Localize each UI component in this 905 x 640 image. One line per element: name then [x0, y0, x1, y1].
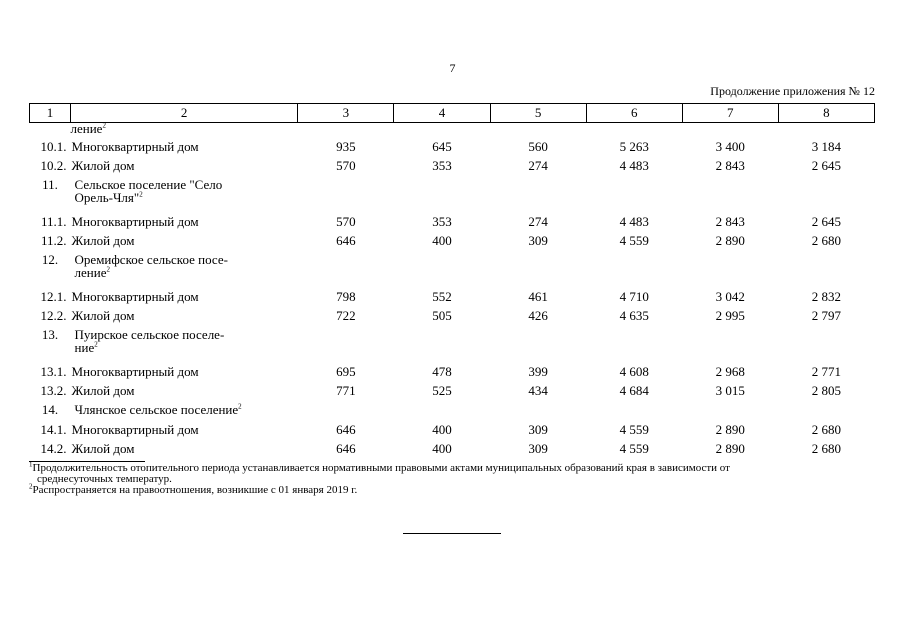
- row-value: 2 680: [811, 422, 842, 437]
- table-row: [30, 137, 875, 156]
- row-value: 2 771: [811, 364, 842, 379]
- section-row: [30, 325, 875, 362]
- row-code: 13.1.: [40, 364, 67, 379]
- section-code: 13.: [41, 327, 59, 342]
- row-value: 646: [336, 233, 356, 248]
- row-value: 3 015: [715, 383, 745, 398]
- row-value: 570: [336, 158, 356, 173]
- row-code: 11.1.: [41, 214, 67, 229]
- row-value: 426: [528, 308, 548, 323]
- row-name: Жилой дом: [71, 383, 135, 398]
- row-value: 2 797: [811, 308, 842, 323]
- continuation-text: ление: [70, 121, 103, 136]
- row-value: 400: [432, 441, 452, 456]
- row-value: 5 263: [619, 139, 649, 154]
- table-row: [30, 439, 875, 458]
- footnote-2: [29, 482, 875, 496]
- row-code: 13.2.: [40, 383, 67, 398]
- section-name-line: Сельское поселение "Село: [74, 177, 223, 192]
- row-value: 353: [432, 158, 452, 173]
- row-code: 12.1.: [40, 289, 67, 304]
- row-name: Жилой дом: [71, 308, 135, 323]
- section-name: [71, 175, 875, 212]
- row-value: 645: [432, 139, 452, 154]
- row-name: Многоквартирный дом: [71, 139, 199, 154]
- section-code: 14.: [41, 402, 59, 417]
- row-value: 2 832: [811, 289, 842, 304]
- row-value: 353: [432, 214, 452, 229]
- row-value: 4 559: [619, 422, 649, 437]
- section-name-line: ние: [74, 340, 95, 355]
- row-value: 646: [336, 441, 356, 456]
- row-value: 461: [528, 289, 548, 304]
- section-row: [30, 250, 875, 287]
- row-value: 3 042: [715, 289, 745, 304]
- row-value: 2 843: [715, 214, 745, 229]
- table-row: [30, 306, 875, 325]
- row-value: 560: [528, 139, 548, 154]
- column-header: 2: [71, 104, 298, 123]
- row-value: 695: [336, 364, 356, 379]
- row-value: 505: [432, 308, 452, 323]
- column-header: 3: [298, 104, 394, 123]
- row-value: 400: [432, 233, 452, 248]
- row-code: 12.2.: [40, 308, 67, 323]
- row-value: 2 645: [811, 158, 842, 173]
- row-code: 10.1.: [40, 139, 67, 154]
- row-value: 2 680: [811, 233, 842, 248]
- section-name: [71, 250, 875, 287]
- row-value: 2 890: [715, 441, 745, 456]
- footnotes: [29, 460, 875, 496]
- row-value: 2 843: [715, 158, 745, 173]
- continuation-row: [30, 123, 875, 138]
- footnote-2-text: Распространяется на правоотношения, возникшие с 01 января 2019 г.: [32, 484, 358, 496]
- page-number: 7: [449, 61, 456, 75]
- section-row: [30, 400, 875, 420]
- row-value: 4 684: [619, 383, 649, 398]
- row-code: 14.2.: [40, 441, 67, 456]
- table-row: [30, 381, 875, 400]
- section-name: [71, 325, 875, 362]
- column-header: 1: [30, 104, 71, 123]
- row-code: 10.2.: [40, 158, 67, 173]
- column-header: 5: [490, 104, 586, 123]
- table-row: [30, 212, 875, 231]
- row-value: 399: [528, 364, 548, 379]
- footnote-ref: 2: [102, 121, 106, 130]
- column-header: 6: [586, 104, 682, 123]
- footnote-mark: 1: [29, 460, 33, 469]
- row-value: 309: [528, 441, 548, 456]
- row-name: Жилой дом: [71, 441, 135, 456]
- row-value: 798: [336, 289, 356, 304]
- row-value: 4 608: [619, 364, 649, 379]
- row-name: Жилой дом: [71, 233, 135, 248]
- row-value: 2 995: [715, 308, 745, 323]
- row-value: 3 184: [811, 139, 842, 154]
- row-value: 478: [432, 364, 452, 379]
- row-value: 722: [336, 308, 356, 323]
- table-row: [30, 156, 875, 175]
- row-code: 11.2.: [41, 233, 67, 248]
- row-value: 2 645: [811, 214, 842, 229]
- row-value: 4 559: [619, 441, 649, 456]
- section-name-line: Орель-Чля": [74, 190, 140, 205]
- row-value: 552: [432, 289, 452, 304]
- end-separator: [403, 533, 501, 534]
- column-header: 7: [682, 104, 778, 123]
- table-row: [30, 287, 875, 306]
- row-value: 4 559: [619, 233, 649, 248]
- row-value: 274: [528, 158, 548, 173]
- footnote-ref: 2: [106, 265, 110, 274]
- row-value: 4 710: [619, 289, 649, 304]
- row-value: 4 635: [619, 308, 649, 323]
- row-value: 434: [528, 383, 548, 398]
- row-value: 525: [432, 383, 452, 398]
- row-value: 2 890: [715, 233, 745, 248]
- row-value: 309: [528, 422, 548, 437]
- table-header-row: [30, 104, 875, 123]
- footnote-ref: 2: [238, 402, 242, 411]
- footnote-1-text: Продолжительность отопительного периода устанавливается нормативными правовыми актами муниципальных образований края в зависимости от: [32, 462, 730, 474]
- row-value: 646: [336, 422, 356, 437]
- row-name: Многоквартирный дом: [71, 422, 199, 437]
- row-value: 2 968: [715, 364, 745, 379]
- appendix-label: Продолжение приложения № 12: [710, 84, 875, 98]
- column-header: 4: [394, 104, 490, 123]
- continuation-cell: [30, 123, 875, 138]
- footnote-ref: 2: [139, 190, 143, 199]
- section-code: 11.: [42, 177, 58, 192]
- row-value: 400: [432, 422, 452, 437]
- row-name: Многоквартирный дом: [71, 289, 199, 304]
- footnote-1-continuation: среднесуточных температур.: [37, 473, 172, 485]
- section-row: [30, 175, 875, 212]
- footnote-mark: 2: [29, 482, 33, 491]
- section-name-line: Члянское сельское поселение: [74, 402, 239, 417]
- table-row: [30, 362, 875, 381]
- row-value: 2 890: [715, 422, 745, 437]
- row-value: 309: [528, 233, 548, 248]
- row-name: Жилой дом: [71, 158, 135, 173]
- row-value: 570: [336, 214, 356, 229]
- row-value: 274: [528, 214, 548, 229]
- row-name: Многоквартирный дом: [71, 364, 199, 379]
- row-name: Многоквартирный дом: [71, 214, 199, 229]
- row-value: 4 483: [619, 214, 649, 229]
- table-row: [30, 231, 875, 250]
- row-code: 14.1.: [40, 422, 67, 437]
- tariff-table: [29, 103, 875, 458]
- row-value: 2 680: [811, 441, 842, 456]
- section-name-line: ление: [74, 265, 107, 280]
- row-value: 4 483: [619, 158, 649, 173]
- section-name-line: Оремифское сельское посе-: [74, 252, 228, 267]
- section-name-line: Пуирское сельское поселе-: [74, 327, 225, 342]
- row-value: 3 400: [715, 139, 745, 154]
- section-code: 12.: [41, 252, 59, 267]
- section-name: [71, 400, 875, 420]
- column-header: 8: [778, 104, 874, 123]
- footnote-1: [29, 460, 875, 485]
- footnote-ref: 2: [94, 340, 98, 349]
- row-value: 2 805: [811, 383, 842, 398]
- row-value: 935: [336, 139, 356, 154]
- row-value: 771: [336, 383, 356, 398]
- table-row: [30, 420, 875, 439]
